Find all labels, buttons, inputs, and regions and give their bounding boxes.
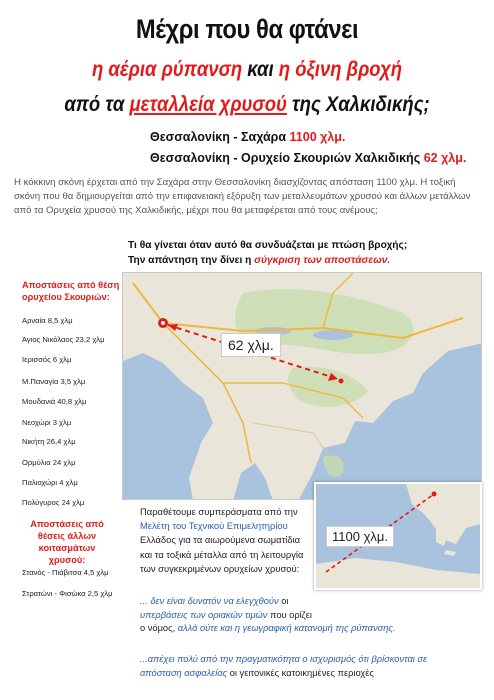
sidebar-item: Στανός - Πιάβιτσα 4,5 χλμ <box>22 568 109 577</box>
sidebar-title-skouries: Αποστάσεις από θέση ορυχείου Σκουριών: <box>22 280 120 302</box>
title-and: και <box>247 58 274 81</box>
title-acid-rain: η όξινη βροχή <box>278 58 403 81</box>
distance-skouries: Θεσσαλονίκη - Ορυχείο Σκουριών Χαλκιδικής 62 χλμ. <box>150 151 467 165</box>
halkidiki-map <box>122 272 482 500</box>
title-air-pollution: η αέρια ρύπανση <box>91 58 243 81</box>
title-line-2 <box>30 58 465 82</box>
quote-1: ... δεν είναι δυνατόν να ελεγχθούν οι υπερβάσεις των οριακών τιμών που ορίζει ο νόμος, αλλά ούτε και η γεωγραφική κατανομή της ρύπανσης. <box>140 596 396 633</box>
sidebar-item: Μ.Παναγία 3,5 χλμ <box>22 377 86 386</box>
title-line-1: Μέχρι που θα φτάνει <box>135 14 359 44</box>
study-link: Μελέτη του Τεχνικού Επιμελητηρίου <box>140 520 288 532</box>
intro-question-block <box>128 238 484 268</box>
title-line-3 <box>30 93 465 117</box>
quote-2: ...απέχει πολύ από την πραγματικότητα ο ισχυρισμός ότι βρίσκονται σε απόσταση ασφαλείας οι γειτονικές κατοικημένες περιοχές <box>140 654 428 678</box>
sidebar-item: Αρναία 8,5 χλμ <box>22 316 73 325</box>
inset-distance-label: 1100 χλμ. <box>326 526 394 547</box>
distance-sahara: Θεσσαλονίκη - Σαχάρα 1100 χλμ. <box>150 130 346 144</box>
sidebar-item: Στρατώνι - Φισώκα 2,5 χλμ <box>22 589 113 598</box>
sidebar-item: Ιερισσός 6 χλμ <box>22 355 72 364</box>
sidebar-title-other-deposits: Αποστάσεις από θέσεις άλλων κοιτασμάτων χρυσού: <box>30 519 104 565</box>
title-from: από τα <box>64 93 125 116</box>
sidebar-item: Μουδανιά 40,8 χλμ <box>22 397 87 406</box>
halkidiki-map-graphic <box>123 273 482 500</box>
sidebar-item: Παλιοχώρι 4 χλμ <box>22 478 78 487</box>
title-halkidiki: της Χαλκιδικής; <box>292 93 430 116</box>
intro-paragraph: Η κόκκινη σκόνη έρχεται από την Σαχάρα στην Θεσσαλονίκη διασχίζοντας απόσταση 1100 χλμ. Η τοξική σκόνη που θα δημιουργείται από την επιφανειακή εξόρυξη των μεταλλευμάτων χρυσού και άλλων μετάλλων από τα Ορυχεία χρυσού της Χαλκιδικής, μέχρι που θα μεταφέρεται από τους ανέμους; <box>14 177 471 217</box>
sidebar-item: Άγιος Νικόλαος 23,2 χλμ <box>22 335 105 344</box>
sidebar-item: Νικήτη 26,4 χλμ <box>22 437 76 446</box>
map-distance-label: 62 χλμ. <box>221 333 281 357</box>
sidebar-item: Νεοχώρι 3 χλμ <box>22 418 72 427</box>
sidebar-item: Ορμύλια 24 χλμ <box>22 458 76 467</box>
intro-answer: Την απάντηση την δίνει η σύγκριση των αποστάσεων. <box>128 255 391 266</box>
title-gold-mines: μεταλλεία χρυσού <box>129 93 287 116</box>
study-intro: Παραθέτουμε συμπεράσματα από την Μελέτη του Τεχνικού Επιμελητηρίου Ελλάδος για τα αιωρούμενα σωματίδια και τα τοξικά μέταλλα από τη λειτουργία των συγκεκριμένων ορυχείων χρυσού: <box>140 505 340 576</box>
sidebar-item: Πολύγυρος 24 χλμ <box>22 498 85 507</box>
intro-question: Τι θα γίνεται όταν αυτό θα συνδυάζεται με πτώση βροχής; <box>128 240 408 251</box>
